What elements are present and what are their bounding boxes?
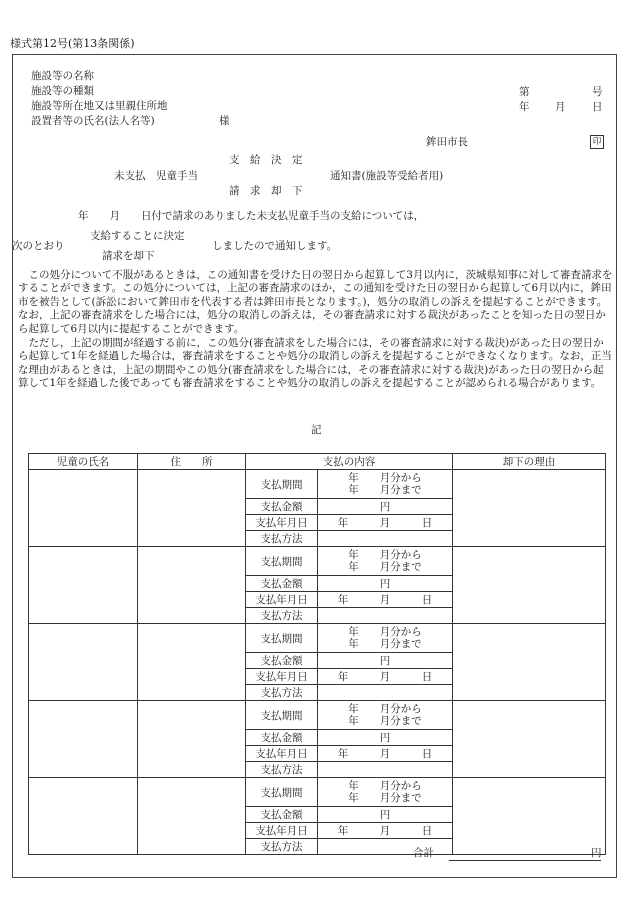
address-cell[interactable] <box>138 624 246 701</box>
date-value-cell[interactable]: 年 月 日 <box>318 746 453 762</box>
table-row <box>29 547 606 576</box>
date-label: 支払年月日 <box>246 592 318 608</box>
address-cell[interactable] <box>138 470 246 547</box>
seal-stamp: 印 <box>590 135 604 149</box>
amount-label: 支払金額 <box>246 499 318 515</box>
method-value-cell[interactable] <box>318 685 453 701</box>
address-cell[interactable] <box>138 701 246 778</box>
period-to: 年 月分まで <box>348 792 422 804</box>
period-label: 支払期間 <box>246 778 318 807</box>
amount-value-cell[interactable] <box>318 807 453 823</box>
child-name-cell[interactable] <box>29 778 138 855</box>
period-from: 年 月分から <box>348 626 422 638</box>
founder-name-label: 設置者等の氏名(法人名等) <box>31 115 155 127</box>
period-value-cell[interactable] <box>318 701 453 730</box>
period-to: 年 月分まで <box>348 561 422 573</box>
notice-paragraph-1: この処分について不服があるときは，この通知書を受けた日の翌日から起算して3月以内に，茨城県知事に対して審査請求をすることができます。この処分については，上記の審査請求のほか，この通知を受けた日の翌日から起算して6月以内に，鉾田市を被告として(訴訟において鉾田市を代表する者は鉾田市長となります。)，処分の取消しの訴えを提起することができます。なお，上記の審査請求をした場合には，処分の取消しの訴えは，その審査請求に対する裁決があったことを知った日の翌日から起算して6月以内に提起することができます。 <box>18 269 613 335</box>
period-from: 年 月分から <box>348 703 422 715</box>
period-from: 年 月分から <box>348 472 422 484</box>
period-to: 年 月分まで <box>348 484 422 496</box>
date-value-cell[interactable]: 年 月 日 <box>318 592 453 608</box>
facility-type-label: 施設等の種類 <box>31 85 94 97</box>
rejection-reason-cell[interactable] <box>453 778 606 855</box>
method-value-cell[interactable] <box>318 762 453 778</box>
period-value-cell[interactable] <box>318 547 453 576</box>
date-label: 支払年月日 <box>246 823 318 839</box>
notice-paragraph-2: ただし，上記の期間が経過する前に，この処分(審査請求をした場合には，その審査請求に対する裁決)があった日の翌日から起算して1年を経過した場合は，審査請求をすることや処分の取消しの訴えを提起することができなくなります。なお，正当な理由があるときは，上記の期間やこの処分(審査請求をした場合には，その審査請求に対する裁決)があった日の翌日から起算して1年を経過した後であっても審査請求をすることや処分の取消しの訴えを提起することが認められる場合があります。 <box>18 337 612 390</box>
amount-label: 支払金額 <box>246 576 318 592</box>
amount-value-cell[interactable] <box>318 653 453 669</box>
issue-month: 月 <box>555 101 566 113</box>
issue-year: 年 <box>519 101 530 113</box>
amount-unit: 円 <box>379 809 391 821</box>
intro-line: 年 月 日付で請求のありました未支払児童手当の支給については， <box>78 210 425 222</box>
amount-value-cell[interactable] <box>318 730 453 746</box>
period-value-cell[interactable] <box>318 624 453 653</box>
method-label: 支払方法 <box>246 685 318 701</box>
intro-option-a: 支給することに決定 <box>90 230 185 242</box>
amount-label: 支払金額 <box>246 730 318 746</box>
records-table <box>28 453 606 855</box>
rejection-reason-cell[interactable] <box>453 547 606 624</box>
intro-option-b: 請求を却下 <box>102 250 155 262</box>
doc-number-suffix: 号 <box>592 86 603 98</box>
header-payment-details: 支払の内容 <box>246 454 453 470</box>
date-label: 支払年月日 <box>246 746 318 762</box>
child-name-cell[interactable] <box>29 624 138 701</box>
child-name-cell[interactable] <box>29 547 138 624</box>
period-label: 支払期間 <box>246 470 318 499</box>
date-value-cell[interactable]: 年 月 日 <box>318 823 453 839</box>
address-cell[interactable] <box>138 547 246 624</box>
period-value-cell[interactable] <box>318 470 453 499</box>
period-to: 年 月分まで <box>348 638 422 650</box>
date-label: 支払年月日 <box>246 669 318 685</box>
intro-suffix: しましたので通知します。 <box>212 240 338 252</box>
period-from: 年 月分から <box>348 549 422 561</box>
total-unit: 円 <box>591 847 602 859</box>
table-header-row <box>29 454 606 470</box>
rejection-reason-cell[interactable] <box>453 624 606 701</box>
header-rejection-reason: 却下の理由 <box>453 454 606 470</box>
period-value-cell[interactable] <box>318 778 453 807</box>
date-value-cell[interactable]: 年 月 日 <box>318 515 453 531</box>
period-label: 支払期間 <box>246 547 318 576</box>
table-row <box>29 470 606 499</box>
method-label: 支払方法 <box>246 608 318 624</box>
facility-address-label: 施設等所在地又は里親住所地 <box>31 100 168 112</box>
header-address: 住 所 <box>138 454 246 470</box>
title-subject-left: 未支払 児童手当 <box>114 170 198 182</box>
period-from: 年 月分から <box>348 780 422 792</box>
total-label: 合計 <box>413 847 434 859</box>
amount-unit: 円 <box>379 655 391 667</box>
method-label: 支払方法 <box>246 762 318 778</box>
issue-day: 日 <box>592 101 603 113</box>
period-label: 支払期間 <box>246 624 318 653</box>
amount-label: 支払金額 <box>246 653 318 669</box>
form-number: 様式第12号(第13条関係) <box>10 37 135 50</box>
title-option-top: 支 給 決 定 <box>229 154 303 166</box>
doc-number-prefix: 第 <box>519 86 530 98</box>
address-cell[interactable] <box>138 778 246 855</box>
table-row <box>29 701 606 730</box>
method-label: 支払方法 <box>246 839 318 855</box>
title-option-bottom: 請 求 却 下 <box>229 185 303 197</box>
ki-heading: 記 <box>311 424 322 436</box>
table-row <box>29 778 606 807</box>
total-amount-field[interactable] <box>449 859 601 861</box>
date-value-cell[interactable]: 年 月 日 <box>318 669 453 685</box>
title-subject-right: 通知書(施設等受給者用) <box>330 170 444 182</box>
amount-label: 支払金額 <box>246 807 318 823</box>
amount-value-cell[interactable] <box>318 576 453 592</box>
date-label: 支払年月日 <box>246 515 318 531</box>
amount-unit: 円 <box>379 732 391 744</box>
rejection-reason-cell[interactable] <box>453 701 606 778</box>
intro-prefix: 次のとおり <box>12 240 65 252</box>
amount-unit: 円 <box>379 501 391 513</box>
method-value-cell[interactable] <box>318 608 453 624</box>
method-label: 支払方法 <box>246 531 318 547</box>
rejection-reason-cell[interactable] <box>453 470 606 547</box>
honorific-sama: 様 <box>219 115 230 127</box>
period-to: 年 月分まで <box>348 715 422 727</box>
facility-name-label: 施設等の名称 <box>31 70 94 82</box>
header-child-name: 児童の氏名 <box>29 454 138 470</box>
amount-value-cell[interactable] <box>318 499 453 515</box>
amount-unit: 円 <box>379 578 391 590</box>
method-value-cell[interactable] <box>318 531 453 547</box>
issuer-title: 鉾田市長 <box>426 136 468 148</box>
table-row <box>29 624 606 653</box>
period-label: 支払期間 <box>246 701 318 730</box>
child-name-cell[interactable] <box>29 470 138 547</box>
child-name-cell[interactable] <box>29 701 138 778</box>
